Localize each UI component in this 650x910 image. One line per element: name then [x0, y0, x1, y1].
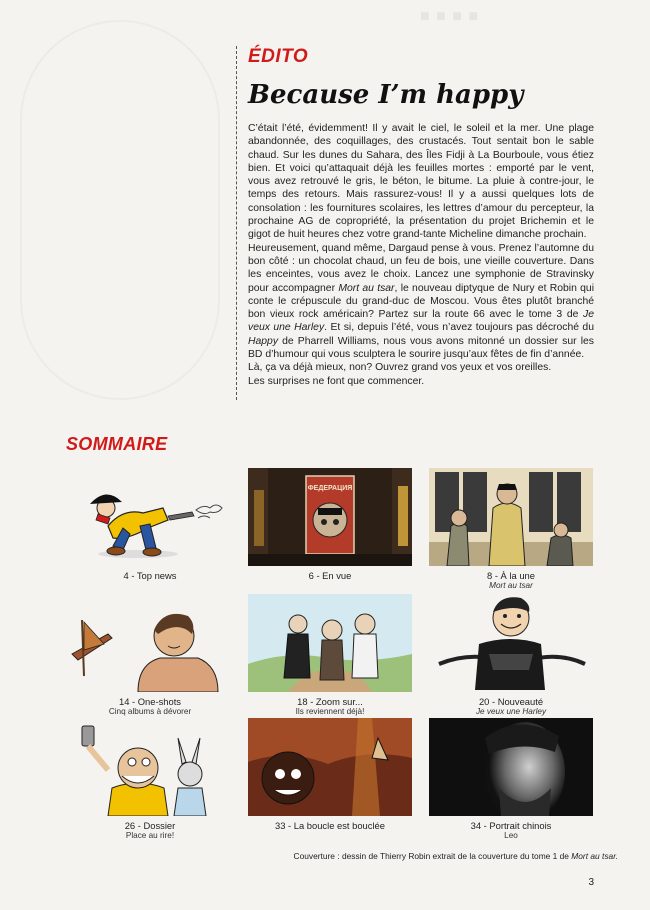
sommaire-caption: 14 - One-shots — [118, 696, 181, 707]
sommaire-caption: 33 - La boucle est bouclée — [275, 820, 385, 831]
three-characters-illustration — [248, 594, 412, 692]
sommaire-subtitle: Mort au tsar — [489, 581, 533, 590]
sommaire-item-dossier[interactable] — [68, 718, 232, 841]
background-ghost-illustration — [20, 20, 220, 400]
mort-au-tsar-illustration — [429, 468, 593, 566]
sommaire-item-boucle[interactable] — [248, 718, 412, 831]
edito-paragraph-2: Heureusement, quand même, Dargaud pense à vous. Prenez l’automne du bon côté : un chocolat chaud, un feu de bois, une vieille couverture. Dans les enceintes, vous avez le choix. Lancez une symphonie de Stravinsky pour accompagner Mort au tsar, le nouveau diptyque de Nury et Robin qui conte le crépuscule du grand-duc de Moscou. Vous êtes plutôt branché bon vieux rock américain? Partez sur la route 66 avec le tome 3 de Je veux une Harley. Et si, depuis l’été, vous n’avez toujours pas décroché du Happy de Pharrell Williams, nous vous avons mitonné un dossier sur les BD d’humour qui vous sculptera le sourire jusqu’aux fêtes de fin d’année. — [248, 242, 595, 361]
sommaire-subtitle: Ils reviennent déjà! — [295, 707, 365, 716]
sommaire-subtitle: Place au rire! — [125, 831, 175, 840]
leo-portrait-photo — [429, 718, 593, 816]
lucky-luke-illustration — [68, 468, 232, 566]
sailor-illustration — [68, 594, 232, 692]
sommaire-caption: 4 - Top news — [123, 570, 177, 581]
sommaire-item-a-la-une[interactable] — [429, 468, 593, 591]
sommaire-subtitle: Leo — [504, 831, 518, 840]
sommaire-heading: SOMMAIRE — [66, 434, 168, 454]
sommaire-subtitle: Je veux une Harley — [475, 707, 547, 716]
boucle-illustration — [248, 718, 412, 816]
humour-characters-illustration — [68, 718, 232, 816]
edito-title: Because I’m happy — [248, 80, 524, 110]
sommaire-caption: 18 - Zoom sur... — [297, 696, 363, 707]
sommaire-item-zoom-sur[interactable] — [248, 594, 412, 717]
cover-credit: Couverture : dessin de Thierry Robin extrait de la couverture du tome 1 de Mort au tsar. — [293, 851, 618, 861]
page-number: 3 — [588, 877, 594, 888]
sommaire-subtitle: Cinq albums à dévorer — [108, 707, 192, 716]
edito-divider — [236, 46, 237, 400]
edito-paragraph-4: Les surprises ne font que commencer. — [248, 375, 425, 387]
harley-rider-illustration — [429, 594, 593, 692]
edito-label: ÉDITO — [248, 46, 309, 67]
sommaire-caption: 8 - À la une — [487, 570, 535, 581]
background-ghost-text: ■ ■ ■ ■ — [420, 8, 479, 25]
sommaire-item-nouveaute[interactable] — [429, 594, 593, 717]
sommaire-caption: 26 - Dossier — [124, 820, 176, 831]
sommaire-item-portrait[interactable] — [429, 718, 593, 841]
sommaire-caption: 6 - En vue — [308, 570, 352, 581]
sommaire-item-en-vue[interactable] — [248, 468, 412, 581]
edito-paragraph-1: C’était l’été, évidemment! Il y avait le ciel, le soleil et la mer. Une plage abandonnée, des coquillages, des crustacés. Tout sentait bon le sable chaud. Sur les dunes du Sahara, des Îles Fidji à La Bourboule, vous étiez bien. Et voici qu’attaquait déjà les feuilles mortes : emporté par le vent, vous avez retrouvé le gris, le béton, le bitume. La pluie à contre-jour, le temps des retours. Mais rassurez-vous! Il y a aussi quelques lots de consolation : les fournitures scolaires, les lettres d’amour du percepteur, la prochaine AG de copropriété, la présentation du projet Brichemin et le gigot de huit heures chez votre grand-tante Micheline dimanche prochain. — [248, 123, 594, 241]
sommaire-item-top-news[interactable] — [68, 468, 232, 581]
edito-paragraph-3: Là, ça va déjà mieux, non? Ouvrez grand vos yeux et vos oreilles. — [248, 362, 552, 374]
moscow-poster-photo — [248, 468, 412, 566]
sommaire-caption: 34 - Portrait chinois — [470, 820, 552, 831]
poster-text: ФЕДЕРАЦИЯ — [307, 485, 353, 492]
edito-body — [248, 122, 594, 388]
sommaire-item-one-shots[interactable] — [68, 594, 232, 717]
sommaire-caption: 20 - Nouveauté — [478, 696, 544, 707]
